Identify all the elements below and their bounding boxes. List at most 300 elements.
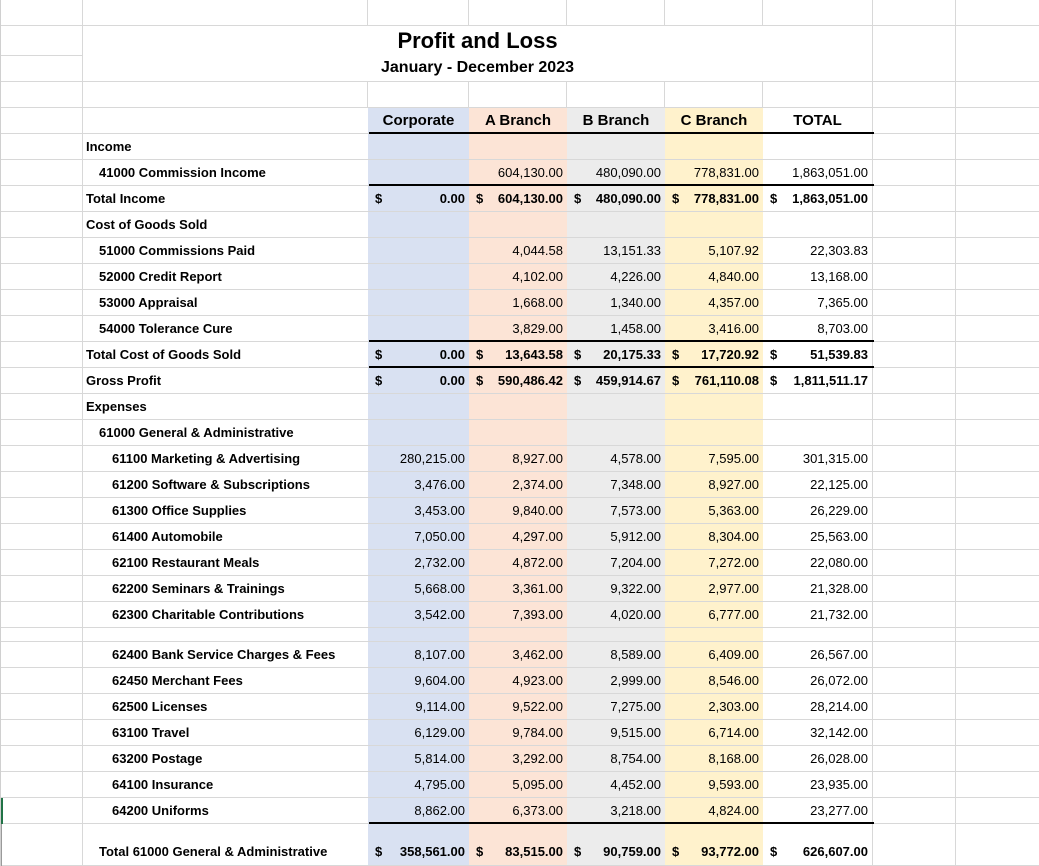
amount: 280,215.00 <box>399 451 465 466</box>
cell-b-branch[interactable] <box>567 316 665 341</box>
cell[interactable] <box>1 746 83 771</box>
cell-corporate[interactable] <box>368 576 469 601</box>
cell[interactable] <box>873 720 956 745</box>
cell[interactable] <box>1 472 83 497</box>
cell[interactable] <box>956 316 1039 341</box>
cell[interactable] <box>1 694 83 719</box>
cell[interactable] <box>956 108 1039 133</box>
cell-total[interactable] <box>763 498 873 523</box>
cell[interactable] <box>873 524 956 549</box>
cell-total[interactable] <box>763 772 873 797</box>
cell-corporate[interactable] <box>368 420 469 445</box>
cell-b-branch[interactable] <box>567 368 665 393</box>
cell[interactable] <box>873 798 956 823</box>
cell-corporate[interactable] <box>368 342 469 367</box>
cell-b-branch[interactable] <box>567 824 665 865</box>
cell-corporate[interactable] <box>368 694 469 719</box>
cell[interactable] <box>873 160 956 185</box>
cell[interactable] <box>956 134 1039 159</box>
column-header-a-branch[interactable]: A Branch <box>469 108 567 133</box>
cell-total[interactable] <box>763 720 873 745</box>
cell[interactable] <box>873 108 956 133</box>
cell-total[interactable] <box>763 394 873 419</box>
row-label-cell[interactable] <box>83 746 368 771</box>
amount-currency <box>665 347 763 362</box>
row-label-cell[interactable] <box>83 264 368 289</box>
cell-total[interactable] <box>763 316 873 341</box>
cell[interactable] <box>956 602 1039 627</box>
cell-a-branch[interactable] <box>469 342 567 367</box>
cell-total[interactable] <box>763 342 873 367</box>
cell[interactable] <box>956 26 1039 81</box>
cell-corporate[interactable] <box>368 746 469 771</box>
cell[interactable] <box>368 82 469 107</box>
cell-total[interactable] <box>763 746 873 771</box>
cell-a-branch[interactable] <box>469 824 567 865</box>
cell-total[interactable] <box>763 446 873 471</box>
cell-corporate[interactable] <box>368 368 469 393</box>
row-label-cell[interactable] <box>83 642 368 667</box>
cell[interactable] <box>873 0 956 25</box>
cell-a-branch[interactable] <box>469 720 567 745</box>
cell-b-branch[interactable] <box>567 772 665 797</box>
cell[interactable] <box>1 420 83 445</box>
cell[interactable] <box>873 628 956 641</box>
cell-corporate[interactable] <box>368 316 469 341</box>
cell-a-branch[interactable] <box>469 212 567 237</box>
cell-a-branch[interactable] <box>469 746 567 771</box>
dollar-sign: $ <box>574 191 582 206</box>
cell-b-branch[interactable] <box>567 160 665 185</box>
cell[interactable] <box>873 576 956 601</box>
cell-corporate[interactable] <box>368 824 469 865</box>
cell-total[interactable] <box>763 420 873 445</box>
cell-c-branch[interactable] <box>665 420 763 445</box>
cell-b-branch[interactable] <box>567 602 665 627</box>
row-label-cell[interactable] <box>83 668 368 693</box>
cell[interactable] <box>1 368 83 393</box>
cell-a-branch[interactable] <box>469 160 567 185</box>
cell[interactable] <box>956 420 1039 445</box>
amount: 4,872.00 <box>512 555 563 570</box>
cell[interactable] <box>956 290 1039 315</box>
cell[interactable] <box>956 82 1039 107</box>
title-merged-cell[interactable] <box>83 26 873 81</box>
cell-b-branch[interactable] <box>567 720 665 745</box>
cell-a-branch[interactable] <box>469 628 567 641</box>
cell-total[interactable] <box>763 212 873 237</box>
amount: 4,357.00 <box>708 295 759 310</box>
row-label-cell[interactable] <box>83 720 368 745</box>
cell-c-branch[interactable] <box>665 824 763 865</box>
cell-a-branch[interactable] <box>469 524 567 549</box>
cell[interactable] <box>763 0 873 25</box>
cell-b-branch[interactable] <box>567 498 665 523</box>
row-label-cell[interactable] <box>83 498 368 523</box>
cell[interactable] <box>763 82 873 107</box>
cell-b-branch[interactable] <box>567 394 665 419</box>
column-header-corporate[interactable]: Corporate <box>368 108 469 133</box>
cell-b-branch[interactable] <box>567 798 665 823</box>
cell-b-branch[interactable] <box>567 264 665 289</box>
cell-total[interactable] <box>763 186 873 211</box>
cell[interactable] <box>873 446 956 471</box>
row-label-cell[interactable] <box>83 212 368 237</box>
cell-a-branch[interactable] <box>469 368 567 393</box>
cell[interactable] <box>873 602 956 627</box>
cell[interactable] <box>1 668 83 693</box>
cell[interactable] <box>1 394 83 419</box>
cell-b-branch[interactable] <box>567 550 665 575</box>
cell-total[interactable] <box>763 290 873 315</box>
cell-c-branch[interactable] <box>665 446 763 471</box>
cell-a-branch[interactable] <box>469 290 567 315</box>
cell-c-branch[interactable] <box>665 746 763 771</box>
cell-b-branch[interactable] <box>567 472 665 497</box>
cell[interactable] <box>1 316 83 341</box>
cell-total[interactable] <box>763 602 873 627</box>
cell-c-branch[interactable] <box>665 238 763 263</box>
cell[interactable] <box>873 394 956 419</box>
cell-a-branch[interactable] <box>469 186 567 211</box>
cell-c-branch[interactable] <box>665 368 763 393</box>
cell-c-branch[interactable] <box>665 186 763 211</box>
cell[interactable] <box>956 798 1039 823</box>
cell-b-branch[interactable] <box>567 642 665 667</box>
cell-total[interactable] <box>763 264 873 289</box>
cell[interactable] <box>873 290 956 315</box>
cell[interactable] <box>956 824 1039 865</box>
cell[interactable] <box>1 342 83 367</box>
row-label-cell[interactable] <box>83 550 368 575</box>
cell[interactable] <box>956 0 1039 25</box>
cell[interactable] <box>956 524 1039 549</box>
cell[interactable] <box>1 290 83 315</box>
cell-c-branch[interactable] <box>665 550 763 575</box>
cell[interactable] <box>873 368 956 393</box>
cell-a-branch[interactable] <box>469 642 567 667</box>
cell-total[interactable] <box>763 642 873 667</box>
cell[interactable] <box>956 694 1039 719</box>
cell[interactable] <box>1 82 83 107</box>
row-label-cell[interactable] <box>83 628 368 641</box>
cell-b-branch[interactable] <box>567 290 665 315</box>
row-label-cell[interactable] <box>83 602 368 627</box>
cell-corporate[interactable] <box>368 772 469 797</box>
cell-c-branch[interactable] <box>665 628 763 641</box>
cell-corporate[interactable] <box>368 720 469 745</box>
cell[interactable] <box>956 368 1039 393</box>
cell-a-branch[interactable] <box>469 420 567 445</box>
amount: 7,595.00 <box>708 451 759 466</box>
cell[interactable] <box>1 576 83 601</box>
cell[interactable] <box>873 342 956 367</box>
cell[interactable] <box>956 628 1039 641</box>
cell[interactable] <box>956 550 1039 575</box>
cell[interactable] <box>956 394 1039 419</box>
cell[interactable] <box>873 694 956 719</box>
cell-corporate[interactable] <box>368 160 469 185</box>
cell-a-branch[interactable] <box>469 394 567 419</box>
cell-c-branch[interactable] <box>665 264 763 289</box>
cell-a-branch[interactable] <box>469 550 567 575</box>
cell-total[interactable] <box>763 160 873 185</box>
cell[interactable] <box>1 212 83 237</box>
column-header-b-branch[interactable]: B Branch <box>567 108 665 133</box>
cell-corporate[interactable] <box>368 798 469 823</box>
cell-total[interactable] <box>763 824 873 865</box>
row-label-cell[interactable] <box>83 316 368 341</box>
cell-corporate[interactable] <box>368 628 469 641</box>
cell[interactable] <box>873 212 956 237</box>
row-label-cell[interactable] <box>83 694 368 719</box>
cell-total[interactable] <box>763 134 873 159</box>
amount: 590,486.42 <box>497 373 563 388</box>
amount: 9,593.00 <box>708 777 759 792</box>
cell[interactable] <box>873 772 956 797</box>
cell[interactable] <box>873 668 956 693</box>
row-label-cell[interactable] <box>83 772 368 797</box>
row-label-cell[interactable] <box>83 394 368 419</box>
cell[interactable] <box>1 26 83 81</box>
cell[interactable] <box>1 264 83 289</box>
cell-corporate[interactable] <box>368 524 469 549</box>
amount: 4,923.00 <box>512 673 563 688</box>
dollar-sign: $ <box>672 347 680 362</box>
cell-a-branch[interactable] <box>469 694 567 719</box>
cell-a-branch[interactable] <box>469 446 567 471</box>
cell[interactable] <box>1 720 83 745</box>
cell-c-branch[interactable] <box>665 134 763 159</box>
cell-a-branch[interactable] <box>469 602 567 627</box>
cell-corporate[interactable] <box>368 602 469 627</box>
row-label-cell[interactable] <box>83 824 368 865</box>
cell[interactable] <box>956 576 1039 601</box>
cell-c-branch[interactable] <box>665 576 763 601</box>
cell-b-branch[interactable] <box>567 446 665 471</box>
cell-total[interactable] <box>763 238 873 263</box>
cell[interactable] <box>873 642 956 667</box>
cell-b-branch[interactable] <box>567 238 665 263</box>
cell[interactable] <box>873 186 956 211</box>
cell[interactable] <box>1 628 83 641</box>
row-label-cell[interactable] <box>83 798 368 823</box>
cell-c-branch[interactable] <box>665 394 763 419</box>
cell[interactable] <box>1 108 83 133</box>
cell-corporate[interactable] <box>368 186 469 211</box>
cell-a-branch[interactable] <box>469 798 567 823</box>
cell-total[interactable] <box>763 576 873 601</box>
cell-corporate[interactable] <box>368 498 469 523</box>
cell-a-branch[interactable] <box>469 498 567 523</box>
cell[interactable] <box>873 420 956 445</box>
cell-c-branch[interactable] <box>665 212 763 237</box>
cell-corporate[interactable] <box>368 472 469 497</box>
cell-corporate[interactable] <box>368 264 469 289</box>
cell[interactable] <box>1 824 83 865</box>
cell[interactable] <box>873 472 956 497</box>
cell[interactable] <box>83 0 368 25</box>
cell[interactable] <box>567 82 665 107</box>
cell-a-branch[interactable] <box>469 316 567 341</box>
cell[interactable] <box>873 824 956 865</box>
cell-c-branch[interactable] <box>665 498 763 523</box>
row-label-cell[interactable] <box>83 342 368 367</box>
cell[interactable] <box>873 238 956 263</box>
cell[interactable] <box>1 238 83 263</box>
column-header-c-branch[interactable]: C Branch <box>665 108 763 133</box>
cell[interactable] <box>956 668 1039 693</box>
sheet-row <box>1 720 1039 746</box>
cell-b-branch[interactable] <box>567 420 665 445</box>
cell[interactable] <box>1 0 83 25</box>
row-label-cell[interactable] <box>83 576 368 601</box>
cell[interactable] <box>956 746 1039 771</box>
cell-total[interactable] <box>763 368 873 393</box>
cell[interactable] <box>956 212 1039 237</box>
cell-corporate[interactable] <box>368 642 469 667</box>
row-label-cell[interactable] <box>83 134 368 159</box>
column-header-total[interactable]: TOTAL <box>763 108 873 133</box>
cell[interactable] <box>83 108 368 133</box>
cell-c-branch[interactable] <box>665 602 763 627</box>
amount: 13,643.58 <box>505 347 563 362</box>
cell-total[interactable] <box>763 524 873 549</box>
cell[interactable] <box>873 550 956 575</box>
cell[interactable] <box>873 82 956 107</box>
cell-c-branch[interactable] <box>665 290 763 315</box>
cell-b-branch[interactable] <box>567 694 665 719</box>
cell-c-branch[interactable] <box>665 642 763 667</box>
cell[interactable] <box>873 316 956 341</box>
row-label-cell[interactable] <box>83 472 368 497</box>
cell-corporate[interactable] <box>368 446 469 471</box>
cell-c-branch[interactable] <box>665 472 763 497</box>
cell-corporate[interactable] <box>368 394 469 419</box>
cell-c-branch[interactable] <box>665 668 763 693</box>
row-label-cell[interactable] <box>83 160 368 185</box>
cell-total[interactable] <box>763 668 873 693</box>
cell-c-branch[interactable] <box>665 342 763 367</box>
amount: 358,561.00 <box>399 844 465 859</box>
row-label-cell[interactable] <box>83 238 368 263</box>
cell-total[interactable] <box>763 694 873 719</box>
cell-b-branch[interactable] <box>567 342 665 367</box>
cell[interactable] <box>956 720 1039 745</box>
cell-b-branch[interactable] <box>567 576 665 601</box>
cell[interactable] <box>1 550 83 575</box>
row-label-cell[interactable] <box>83 186 368 211</box>
cell[interactable] <box>1 160 83 185</box>
cell-a-branch[interactable] <box>469 238 567 263</box>
cell-a-branch[interactable] <box>469 772 567 797</box>
cell-c-branch[interactable] <box>665 524 763 549</box>
cell-c-branch[interactable] <box>665 694 763 719</box>
cell-c-branch[interactable] <box>665 720 763 745</box>
cell[interactable] <box>873 498 956 523</box>
cell[interactable] <box>665 82 763 107</box>
sheet-row <box>1 498 1039 524</box>
cell-b-branch[interactable] <box>567 212 665 237</box>
cell-corporate[interactable] <box>368 668 469 693</box>
cell[interactable] <box>873 134 956 159</box>
cell[interactable] <box>956 772 1039 797</box>
row-label-cell[interactable] <box>83 420 368 445</box>
cell[interactable] <box>956 498 1039 523</box>
cell-c-branch[interactable] <box>665 316 763 341</box>
cell[interactable] <box>1 186 83 211</box>
cell-c-branch[interactable] <box>665 772 763 797</box>
row-label-cell[interactable] <box>83 524 368 549</box>
cell[interactable] <box>665 0 763 25</box>
cell[interactable] <box>956 342 1039 367</box>
cell[interactable] <box>1 524 83 549</box>
cell-b-branch[interactable] <box>567 746 665 771</box>
row-label-cell[interactable] <box>83 290 368 315</box>
cell[interactable] <box>469 0 567 25</box>
cell-c-branch[interactable] <box>665 160 763 185</box>
cell[interactable] <box>469 82 567 107</box>
row-label-cell[interactable] <box>83 368 368 393</box>
amount: 13,168.00 <box>810 269 868 284</box>
cell[interactable] <box>873 264 956 289</box>
cell-corporate[interactable] <box>368 290 469 315</box>
cell[interactable] <box>956 186 1039 211</box>
cell[interactable] <box>956 264 1039 289</box>
cell-corporate[interactable] <box>368 238 469 263</box>
cell[interactable] <box>1 642 83 667</box>
cell[interactable] <box>1 446 83 471</box>
amount-currency <box>763 191 872 206</box>
cell-corporate[interactable] <box>368 550 469 575</box>
row-label-cell[interactable] <box>83 446 368 471</box>
cell[interactable] <box>368 0 469 25</box>
cell[interactable] <box>1 602 83 627</box>
cell[interactable] <box>1 798 83 823</box>
cell-total[interactable] <box>763 798 873 823</box>
cell[interactable] <box>873 26 956 81</box>
cell[interactable] <box>1 498 83 523</box>
cell[interactable] <box>956 160 1039 185</box>
cell[interactable] <box>873 746 956 771</box>
cell-b-branch[interactable] <box>567 524 665 549</box>
cell-a-branch[interactable] <box>469 264 567 289</box>
cell[interactable] <box>567 0 665 25</box>
cell-corporate[interactable] <box>368 212 469 237</box>
cell-a-branch[interactable] <box>469 668 567 693</box>
cell-b-branch[interactable] <box>567 186 665 211</box>
cell-total[interactable] <box>763 550 873 575</box>
cell-corporate[interactable] <box>368 134 469 159</box>
cell-b-branch[interactable] <box>567 668 665 693</box>
cell[interactable] <box>956 446 1039 471</box>
cell[interactable] <box>1 134 83 159</box>
cell[interactable] <box>1 772 83 797</box>
cell[interactable] <box>1 26 82 56</box>
cell[interactable] <box>956 238 1039 263</box>
cell-total[interactable] <box>763 472 873 497</box>
cell-c-branch[interactable] <box>665 798 763 823</box>
cell-b-branch[interactable] <box>567 134 665 159</box>
cell[interactable] <box>956 472 1039 497</box>
cell[interactable] <box>956 642 1039 667</box>
cell-total[interactable] <box>763 628 873 641</box>
cell-b-branch[interactable] <box>567 628 665 641</box>
cell-a-branch[interactable] <box>469 576 567 601</box>
cell-a-branch[interactable] <box>469 134 567 159</box>
cell[interactable] <box>83 82 368 107</box>
cell-a-branch[interactable] <box>469 472 567 497</box>
